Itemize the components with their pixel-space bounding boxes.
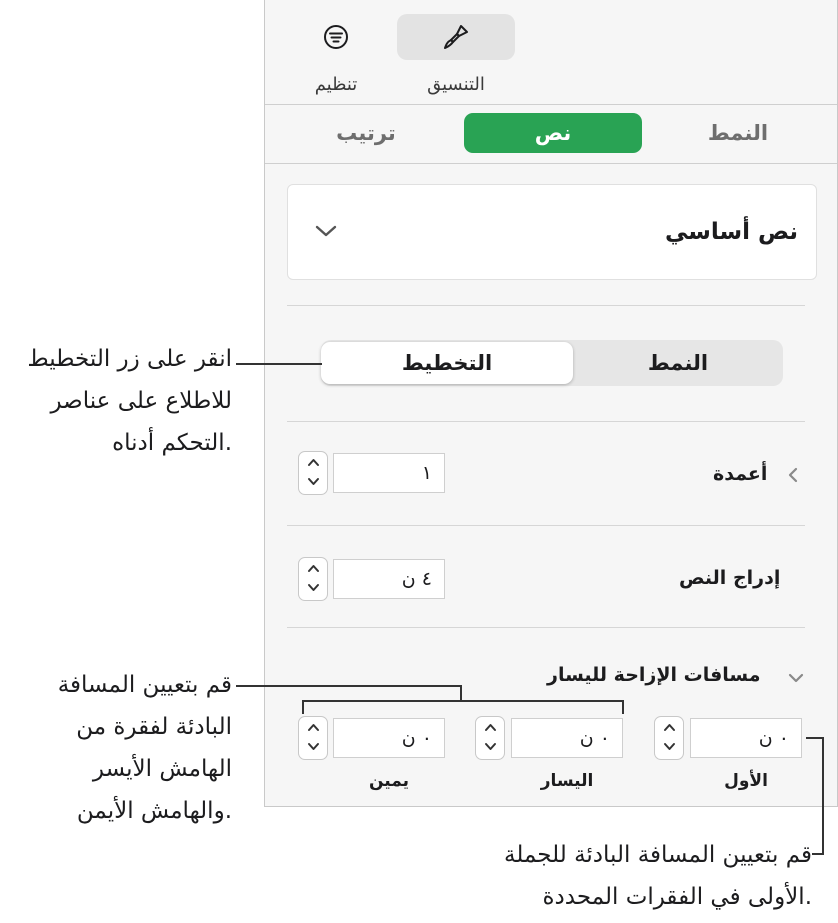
- chevron-down-icon: [307, 477, 320, 486]
- bracket-line: [302, 700, 624, 702]
- organize-label: تنظيم: [314, 74, 358, 95]
- right-indent-field[interactable]: ٠ ن: [333, 718, 445, 758]
- layout-callout: [0, 338, 232, 464]
- first-line-callout: [420, 834, 812, 918]
- bracket-line: [302, 700, 304, 714]
- text-inset-label: إدراج النص: [679, 567, 781, 589]
- format-label: التنسيق: [427, 74, 485, 95]
- paragraph-style-popup[interactable]: [287, 184, 817, 280]
- chevron-up-icon: [484, 723, 497, 732]
- chevron-up-icon: [307, 564, 320, 573]
- callout-text-line: قم بتعيين المسافة البادئة للجملة: [504, 842, 812, 868]
- chevron-down-icon: [663, 742, 676, 751]
- tab-style[interactable]: النمط: [707, 121, 769, 145]
- style-layout-segmented-control: [321, 340, 783, 386]
- divider: [287, 627, 805, 628]
- callout-line: [236, 685, 462, 687]
- paintbrush-icon: [441, 22, 471, 52]
- bracket-line: [622, 700, 624, 714]
- right-indent-stepper-up[interactable]: [299, 717, 327, 738]
- right-indent-stepper-down[interactable]: [299, 738, 327, 759]
- chevron-up-icon: [663, 723, 676, 732]
- chevron-up-icon: [307, 723, 320, 732]
- left-indent-field[interactable]: ٠ ن: [511, 718, 623, 758]
- divider: [287, 421, 805, 422]
- divider: [287, 305, 805, 306]
- callout-text-line: والهامش الأيمن.: [76, 798, 232, 824]
- first-indent-stepper-down[interactable]: [655, 738, 683, 759]
- callout-text-line: الهامش الأيسر: [92, 756, 232, 782]
- chevron-down-icon: [307, 583, 320, 592]
- text-inset-field[interactable]: ٤ ن: [333, 559, 445, 599]
- text-inset-stepper[interactable]: [298, 557, 328, 601]
- columns-stepper-up[interactable]: [299, 452, 327, 473]
- left-indent-stepper[interactable]: [475, 716, 505, 760]
- left-indent-stepper-down[interactable]: [476, 738, 504, 759]
- chevron-down-icon: [314, 223, 338, 239]
- chevron-right-disclosure-icon[interactable]: [787, 466, 801, 484]
- paragraph-style-name: نص أساسي: [664, 219, 798, 245]
- columns-stepper-down[interactable]: [299, 473, 327, 494]
- sort-icon: [321, 22, 351, 52]
- chevron-down-disclosure-icon[interactable]: [787, 671, 805, 685]
- callout-text-line: قم بتعيين المسافة: [57, 672, 232, 698]
- callout-line: [460, 685, 462, 701]
- left-indent-stepper-up[interactable]: [476, 717, 504, 738]
- columns-label: أعمدة: [713, 463, 768, 485]
- style-segment[interactable]: النمط: [647, 351, 709, 375]
- organize-button[interactable]: [277, 14, 395, 60]
- first-indent-field[interactable]: ٠ ن: [690, 718, 802, 758]
- right-indent-label: يمين: [368, 771, 410, 791]
- indent-callout: [0, 664, 232, 832]
- callout-text-line: الأولى في الفقرات المحددة.: [542, 884, 812, 910]
- callout-text-line: البادئة لفقرة من: [76, 714, 232, 740]
- text-inset-stepper-up[interactable]: [299, 558, 327, 579]
- first-indent-stepper[interactable]: [654, 716, 684, 760]
- tab-text[interactable]: نص: [464, 113, 642, 153]
- tab-arrange[interactable]: ترتيب: [336, 121, 396, 145]
- divider: [287, 525, 805, 526]
- callout-text-line: انقر على زر التخطيط: [27, 346, 232, 372]
- callout-line: [812, 853, 824, 855]
- callout-line: [822, 737, 824, 855]
- callout-text-line: للاطلاع على عناصر: [50, 388, 232, 414]
- columns-field[interactable]: ١: [333, 453, 445, 493]
- right-indent-stepper[interactable]: [298, 716, 328, 760]
- callout-text-line: التحكم أدناه.: [112, 430, 232, 456]
- layout-segment[interactable]: التخطيط: [321, 342, 573, 384]
- chevron-down-icon: [484, 742, 497, 751]
- first-indent-label: الأول: [724, 771, 768, 791]
- left-indent-label: اليسار: [540, 771, 594, 791]
- chevron-up-icon: [307, 458, 320, 467]
- first-indent-stepper-up[interactable]: [655, 717, 683, 738]
- text-inset-stepper-down[interactable]: [299, 579, 327, 600]
- format-button[interactable]: [397, 14, 515, 60]
- columns-stepper[interactable]: [298, 451, 328, 495]
- inspector-tabs: [265, 104, 837, 164]
- callout-line: [236, 363, 322, 365]
- chevron-down-icon: [307, 742, 320, 751]
- indents-label: مسافات الإزاحة لليسار: [547, 664, 761, 686]
- inspector-toolbar: [265, 0, 837, 104]
